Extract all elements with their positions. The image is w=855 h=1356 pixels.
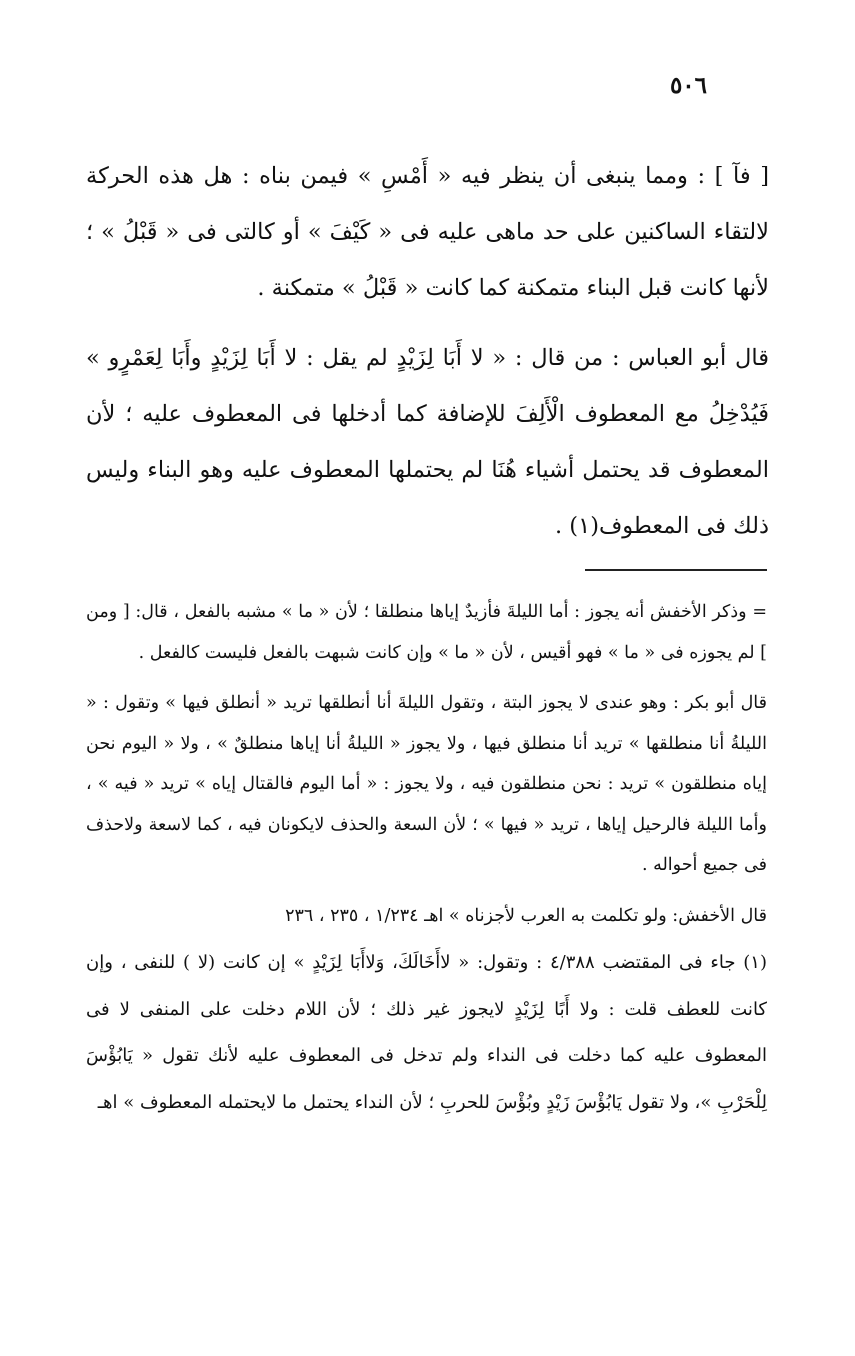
footnote-1: (١) جاء فى المقتضب ٤/٣٨٨ : وتقول: « لاأَخَالَكَ، وَلاأَبَا لِزَيْدٍ » إن كانت (لا ) للنفى ، وإن كانت للعطف قلت : ولا أَبًا لِزَيْدٍ لايجوز غير ذلك ؛ لأن اللام دخلت على المنفى لا فى المعطوف عليه كما دخلت فى النداء ولم تدخل فى المعطوف عليه لأنك تقول « يَابُؤْسَ لِلْحَرْبِ »، ولا تقول يَابُؤْسَ زَيْدٍ وبُؤْسَ للحربِ ؛ لأن النداء يحتمل ما لايحتمله المعطوف » اهـ <box>86 952 767 1113</box>
page-number: ٥٠٦ <box>669 72 707 99</box>
footnote-separator <box>585 569 767 571</box>
main-paragraph: [ فآ ] : ومما ينبغى أن ينظر فيه « أَمْسِ » فيمن بناه : هل هذه الحركة لالتقاء الساكنين على حد ماهى عليه فى « كَيْفَ » أو كالتى فى « قَبْلُ » ؛ لأنها كانت قبل البناء متمكنة كما كانت « قَبْلُ » متمكنة . <box>86 163 769 301</box>
footnote-paragraph: قال أبو بكر : وهو عندى لا يجوز البتة ، وتقول الليلةَ أنا أنطلقها تريد « أنطلق فيها » وتقول : « الليلةُ أنا منطلقها » تريد أنا منطلق فيها ، ولا يجوز « الليلةُ أنا إياها منطلقٌ » ، ولا « اليوم نحن إياه منطلقون » تريد : نحن منطلقون فيه ، ولا يجوز : « أما اليوم فالقتال إياه » تريد « فيه » ، وأما الليلة فالرحيل إياها ، تريد « فيها » ؛ لأن السعة والحذف لايكونان فيه ، كما لاسعة ولاحذف فى جميع أحواله . <box>86 693 767 875</box>
footnote-continuation: = وذكر الأخفش أنه يجوز : أما الليلةَ فأزيدٌ إياها منطلقا ؛ لأن « ما » مشبه بالفعل ، قال: [ ومن ] لم يجوزه فى « ما » فهو أقيس ، لأن « ما » وإن كانت شبهت بالفعل فليست كالفعل . <box>86 602 767 663</box>
footnote-paragraph: قال الأخفش: ولو تكلمت به العرب لأجزناه » اهـ ١/٢٣٤ ، ٢٣٥ ، ٢٣٦ <box>285 905 767 926</box>
main-text <box>86 148 769 554</box>
footnotes <box>86 592 767 1126</box>
main-paragraph: قال أبو العباس : من قال : « لا أَبَا لِزَيْدٍ لم يقل : لا أَبَا لِزَيْدٍ وأَبَا لِعَمْرٍو » فَيُدْخِلُ مع المعطوف الْأَلِفَ للإضافة كما أدخلها فى المعطوف عليه ؛ لأن المعطوف قد يحتمل أشياء هُنَا لم يحتملها المعطوف عليه وهو البناء وليس ذلك فى المعطوف(١) . <box>86 345 769 539</box>
